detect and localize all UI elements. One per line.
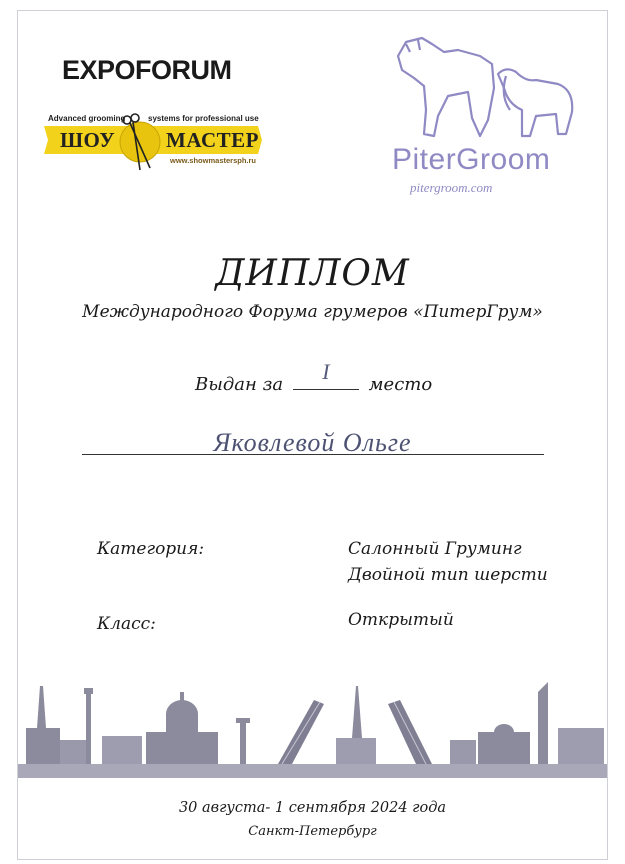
place-value: I (322, 359, 330, 384)
issued-line (195, 359, 433, 395)
diploma-subtitle: Международного Форума грумеров «ПитерГрум» (82, 302, 543, 322)
dogs-icon (388, 30, 588, 150)
place-blank (293, 359, 359, 390)
pitergroom-url: pitergroom.com (410, 180, 493, 195)
showmaster-url: www.showmastersph.ru (170, 156, 256, 165)
showmaster-word-right: МАСТЕР (166, 128, 259, 152)
event-city: Санкт-Петербург (248, 824, 377, 839)
recipient-name: Яковлевой Ольге (213, 428, 412, 457)
event-dates: 30 августа- 1 сентября 2024 года (178, 800, 447, 816)
class-label: Класс: (97, 614, 156, 634)
st-petersburg-skyline (18, 678, 607, 778)
pitergroom-logo (388, 30, 588, 200)
category-line-2: Двойной тип шерсти (348, 565, 548, 585)
category-line-1: Салонный Груминг (348, 539, 522, 559)
class-value: Открытый (348, 610, 454, 630)
recipient-underline (82, 454, 544, 455)
showmaster-tagline-left: Advanced grooming (48, 114, 126, 123)
diploma-title: ДИПЛОМ (215, 253, 410, 294)
category-label: Категория: (97, 539, 205, 559)
showmaster-word-left: ШОУ (60, 128, 116, 152)
issued-prefix: Выдан за (195, 374, 284, 395)
showmaster-logo (44, 112, 264, 180)
showmaster-tagline-right: systems for professional use (148, 114, 259, 123)
pitergroom-brand: PiterGroom (392, 143, 551, 176)
issued-suffix: место (368, 374, 433, 395)
expoforum-logo: EXPOFORUM (62, 55, 232, 85)
